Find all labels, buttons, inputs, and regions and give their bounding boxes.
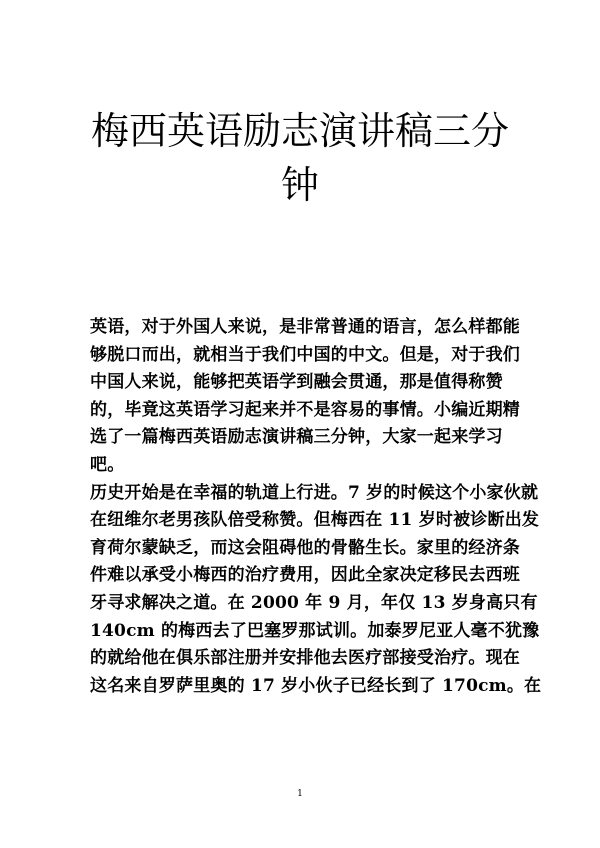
text-line: 够脱口而出，就相当于我们中国的中文。但是，对于我们: [90, 344, 520, 365]
document-title: [60, 104, 540, 212]
text-line: 在纽维尔老男孩队倍受称赞。但梅西在 11 岁时被诊断出发: [90, 510, 540, 531]
text-line: 140cm 的梅西去了巴塞罗那试训。加泰罗尼亚人毫不犹豫: [90, 620, 540, 641]
text-line: 牙寻求解决之道。在 2000 年 9 月，年仅 13 岁身高只有: [90, 592, 538, 613]
title-line: 钟: [280, 163, 319, 207]
text-line: 历史开始是在幸福的轨道上行进。7 岁的时候这个小家伙就: [90, 482, 539, 503]
text-line: 的，毕竟这英语学习起来并不是容易的事情。小编近期精: [90, 399, 520, 420]
page-number: 1: [297, 789, 303, 799]
text-line: 这名来自罗萨里奥的 17 岁小伙子已经长到了 170cm。在: [90, 675, 542, 696]
text-line: 吧。: [90, 454, 125, 475]
document-body: [90, 314, 542, 700]
title-line: 梅西英语励志演讲稿三分: [90, 109, 509, 153]
text-line: 件难以承受小梅西的治疗费用，因此全家决定移民去西班: [90, 565, 520, 586]
text-line: 选了一篇梅西英语励志演讲稿三分钟，大家一起来学习: [90, 427, 503, 448]
text-line: 的就给他在俱乐部注册并安排他去医疗部接受治疗。现在: [90, 648, 520, 669]
paragraph-intro: [90, 314, 520, 480]
text-line: 英语，对于外国人来说，是非常普通的语言，怎么样都能: [90, 317, 520, 337]
paragraph-history: [90, 480, 542, 701]
text-line: 中国人来说，能够把英语学到融会贯通，那是值得称赞: [90, 372, 503, 393]
text-line: 育荷尔蒙缺乏，而这会阻碍他的骨骼生长。家里的经济条: [90, 537, 520, 558]
